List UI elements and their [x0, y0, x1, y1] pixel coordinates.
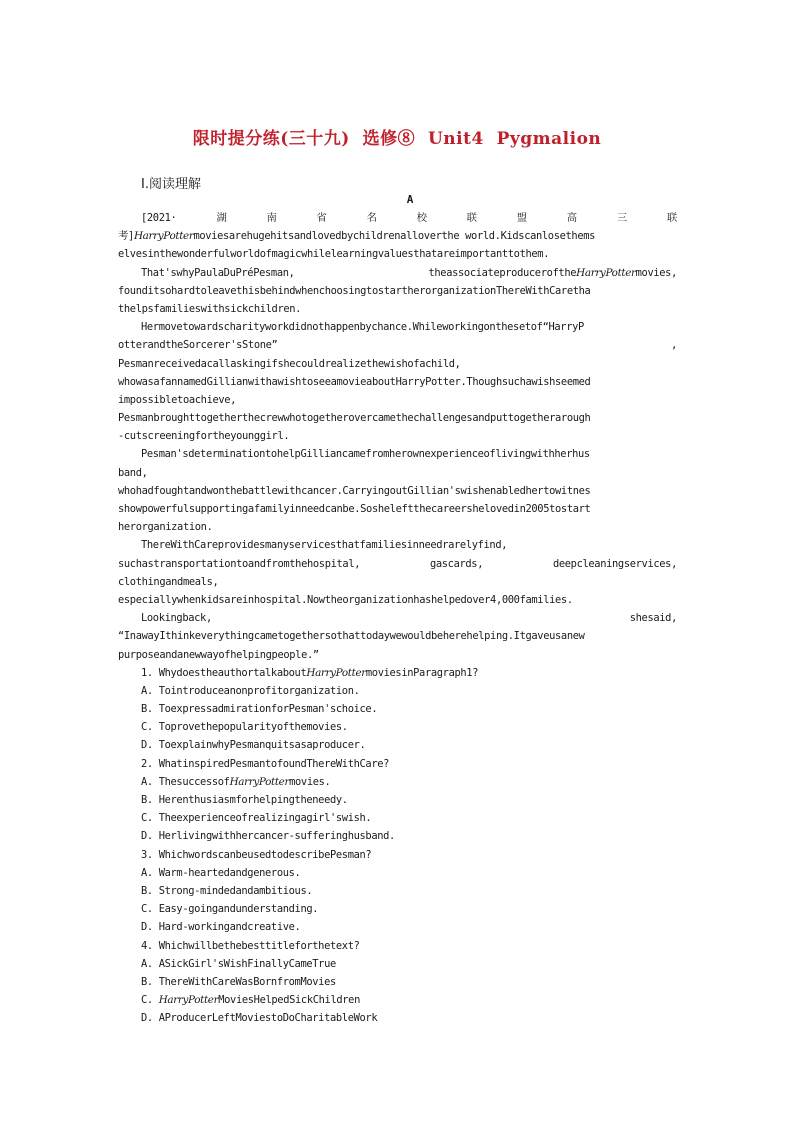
text-run: suchastransportationtoandfromthehospital,: [118, 557, 361, 570]
question-stem: 4. Whichwillbethebesttitleforthetext?: [141, 939, 360, 952]
paragraph-2-line: thelpsfamilieswithsickchildren.: [118, 302, 302, 315]
source-char: [2021·: [141, 212, 177, 224]
text-run: C.: [141, 994, 159, 1007]
answer-option: A. Warm-heartedandgenerous.: [141, 866, 301, 879]
paragraph-6-line: [141, 609, 677, 627]
answer-option: A. ASickGirl'sWishFinallyCameTrue: [141, 957, 336, 970]
paragraph-1-line: [118, 227, 677, 245]
answer-option: D. Herlivingwithhercancer-sufferinghusband.: [141, 830, 395, 843]
text-run: MoviesHelpedSickChildren: [218, 994, 360, 1007]
text-run: movies.: [289, 775, 331, 788]
italic-title: HarryPotter: [229, 775, 290, 788]
question-stem: 3. WhichwordscanbeusedtodescribePesman?: [141, 848, 372, 861]
answer-option: A. Tointroduceanonprofitorganization.: [141, 684, 360, 697]
answer-option: C. Theexperienceofrealizingagirl'swish.: [141, 812, 372, 825]
answer-option: D. ToexplainwhyPesmanquitsasaproducer.: [141, 739, 366, 752]
paragraph-2-line: founditsohardtoleavethisbehindwhenchoosingtostartherorganizationThereWithCaretha: [118, 284, 591, 297]
paragraph-4-line: band,: [118, 466, 148, 479]
source-char: 南: [266, 212, 277, 224]
text-run: otterandtheSorcerer'sStone”: [118, 339, 278, 352]
answer-option: [141, 773, 677, 791]
paragraph-3-line: [118, 336, 677, 354]
text-run: moviesarehugehitsandlovedbychildrenalloverthe world.Kidscanlosethems: [193, 230, 596, 243]
paragraph-3-line: whowasafannamedGillianwithawishtoseeamovieaboutHarryPotter.Thoughsuchawishseemed: [118, 375, 591, 388]
answer-option: D. AProducerLeftMoviestoDoCharitableWork: [141, 1012, 378, 1025]
answer-option: D. Hard-workingandcreative.: [141, 921, 301, 934]
paragraph-5-line: ThereWithCareprovidesmanyservicesthatfamiliesinneedrarelyfind,: [141, 539, 508, 552]
paragraph-3-line: Pesmanreceivedacallaskingifshecouldrealizethewishofachild,: [118, 357, 461, 370]
source-char: 湖: [216, 212, 227, 224]
page-title: 限时提分练(三十九) 选修⑧ Unit4 Pygmalion: [192, 129, 602, 149]
paragraph-2-line: [141, 264, 677, 282]
source-char: 高: [566, 212, 577, 224]
text-run: ,: [671, 339, 677, 352]
answer-option: C. Easy-goingandunderstanding.: [141, 903, 319, 916]
passage-letter: A: [406, 193, 414, 206]
text-run: deepcleaningservices,: [552, 557, 677, 570]
text-run: movies,: [635, 266, 677, 279]
paragraph-5-line: [118, 555, 677, 573]
answer-option: C. Toprovethepopularityofthemovies.: [141, 721, 348, 734]
paragraph-6-line: “InawayIthinkeverythingcametogethersothattodaywewouldbeherehelping.Itgaveusanew: [118, 630, 585, 643]
paragraph-3-line: -cutscreeningfortheyounggirl.: [118, 430, 290, 443]
source-char: 联: [466, 212, 477, 224]
italic-title: HarryPotter: [133, 230, 194, 243]
question-stem: [141, 664, 677, 682]
paragraph-5-line: especiallywhenkidsareinhospital.Nowtheorganizationhashelpedover4,000families.: [118, 593, 573, 606]
source-char: 校: [416, 212, 427, 224]
source-line: [141, 209, 677, 227]
italic-title: HarryPotter: [576, 266, 636, 279]
answer-option: [141, 991, 677, 1009]
text-run: moviesinParagraph1?: [365, 666, 479, 679]
paragraph-3-line: impossibletoachieve,: [118, 393, 237, 406]
paragraph-5-line: clothingandmeals,: [118, 575, 219, 588]
text-run: 1. Whydoestheauthortalkabout: [141, 666, 307, 679]
question-3: [141, 846, 677, 937]
question-4: [141, 937, 677, 1028]
source-char: 省: [316, 212, 327, 224]
text-run: 考]: [118, 230, 134, 243]
question-1: [141, 664, 677, 755]
paragraph-4-line: showpowerfulsupportingafamilyinneedcanbe.Sosheleftthecareershelovedin2005tostart: [118, 503, 591, 515]
italic-title: HarryPotter: [158, 994, 219, 1007]
answer-option: B. ThereWithCareWasBornfromMovies: [141, 975, 336, 988]
text-run: A. Thesuccessof: [141, 775, 230, 788]
text-run: shesaid,: [629, 612, 677, 625]
paragraph-3-line: Hermovetowardscharityworkdidnothappenbychance.Whileworkingonthesetof“HarryP: [141, 321, 584, 334]
source-char: 联: [666, 212, 677, 224]
question-2: [141, 755, 677, 846]
section-heading: Ⅰ.阅读理解: [141, 177, 201, 192]
text-run: gascards,: [429, 557, 484, 570]
text-run: Lookingback,: [141, 612, 212, 625]
source-char: 名: [366, 212, 377, 224]
paragraph-4-line: Pesman'sdeterminationtohelpGilliancamefromherownexperienceoflivingwithherhus: [141, 448, 590, 461]
text-run: That'swhyPaulaDuPréPesman,: [141, 266, 295, 279]
answer-option: B. Strong-mindedandambitious.: [141, 884, 313, 897]
source-char: 盟: [516, 212, 527, 224]
italic-title: HarryPotter: [306, 666, 366, 679]
source-char: 三: [616, 212, 627, 224]
text-run: theassociateproduceroftheHarryPottermovies,: [428, 266, 677, 279]
answer-option: B. Herenthusiasmforhelpingtheneedy.: [141, 794, 348, 806]
paragraph-4-line: herorganization.: [118, 521, 213, 534]
paragraph-6-line: purposeandanewwayofhelpingpeople.”: [118, 648, 319, 661]
question-stem: 2. WhatinspiredPesmantofoundThereWithCare?: [141, 757, 390, 770]
paragraph-3-line: Pesmanbroughttogetherthecrewwhotogetherovercamethechallengesandputtogetherarough: [118, 412, 591, 425]
paragraph-1-line: elvesinthewonderfulworldofmagicwhilelearningvaluesthatareimportanttothem.: [118, 248, 550, 261]
answer-option: B. ToexpressadmirationforPesman'schoice.: [141, 703, 378, 716]
passage-body: [118, 209, 677, 1027]
paragraph-4-line: whohadfoughtandwonthebattlewithcancer.CarryingoutGillian'swishenabledhertowitnes: [118, 484, 591, 497]
